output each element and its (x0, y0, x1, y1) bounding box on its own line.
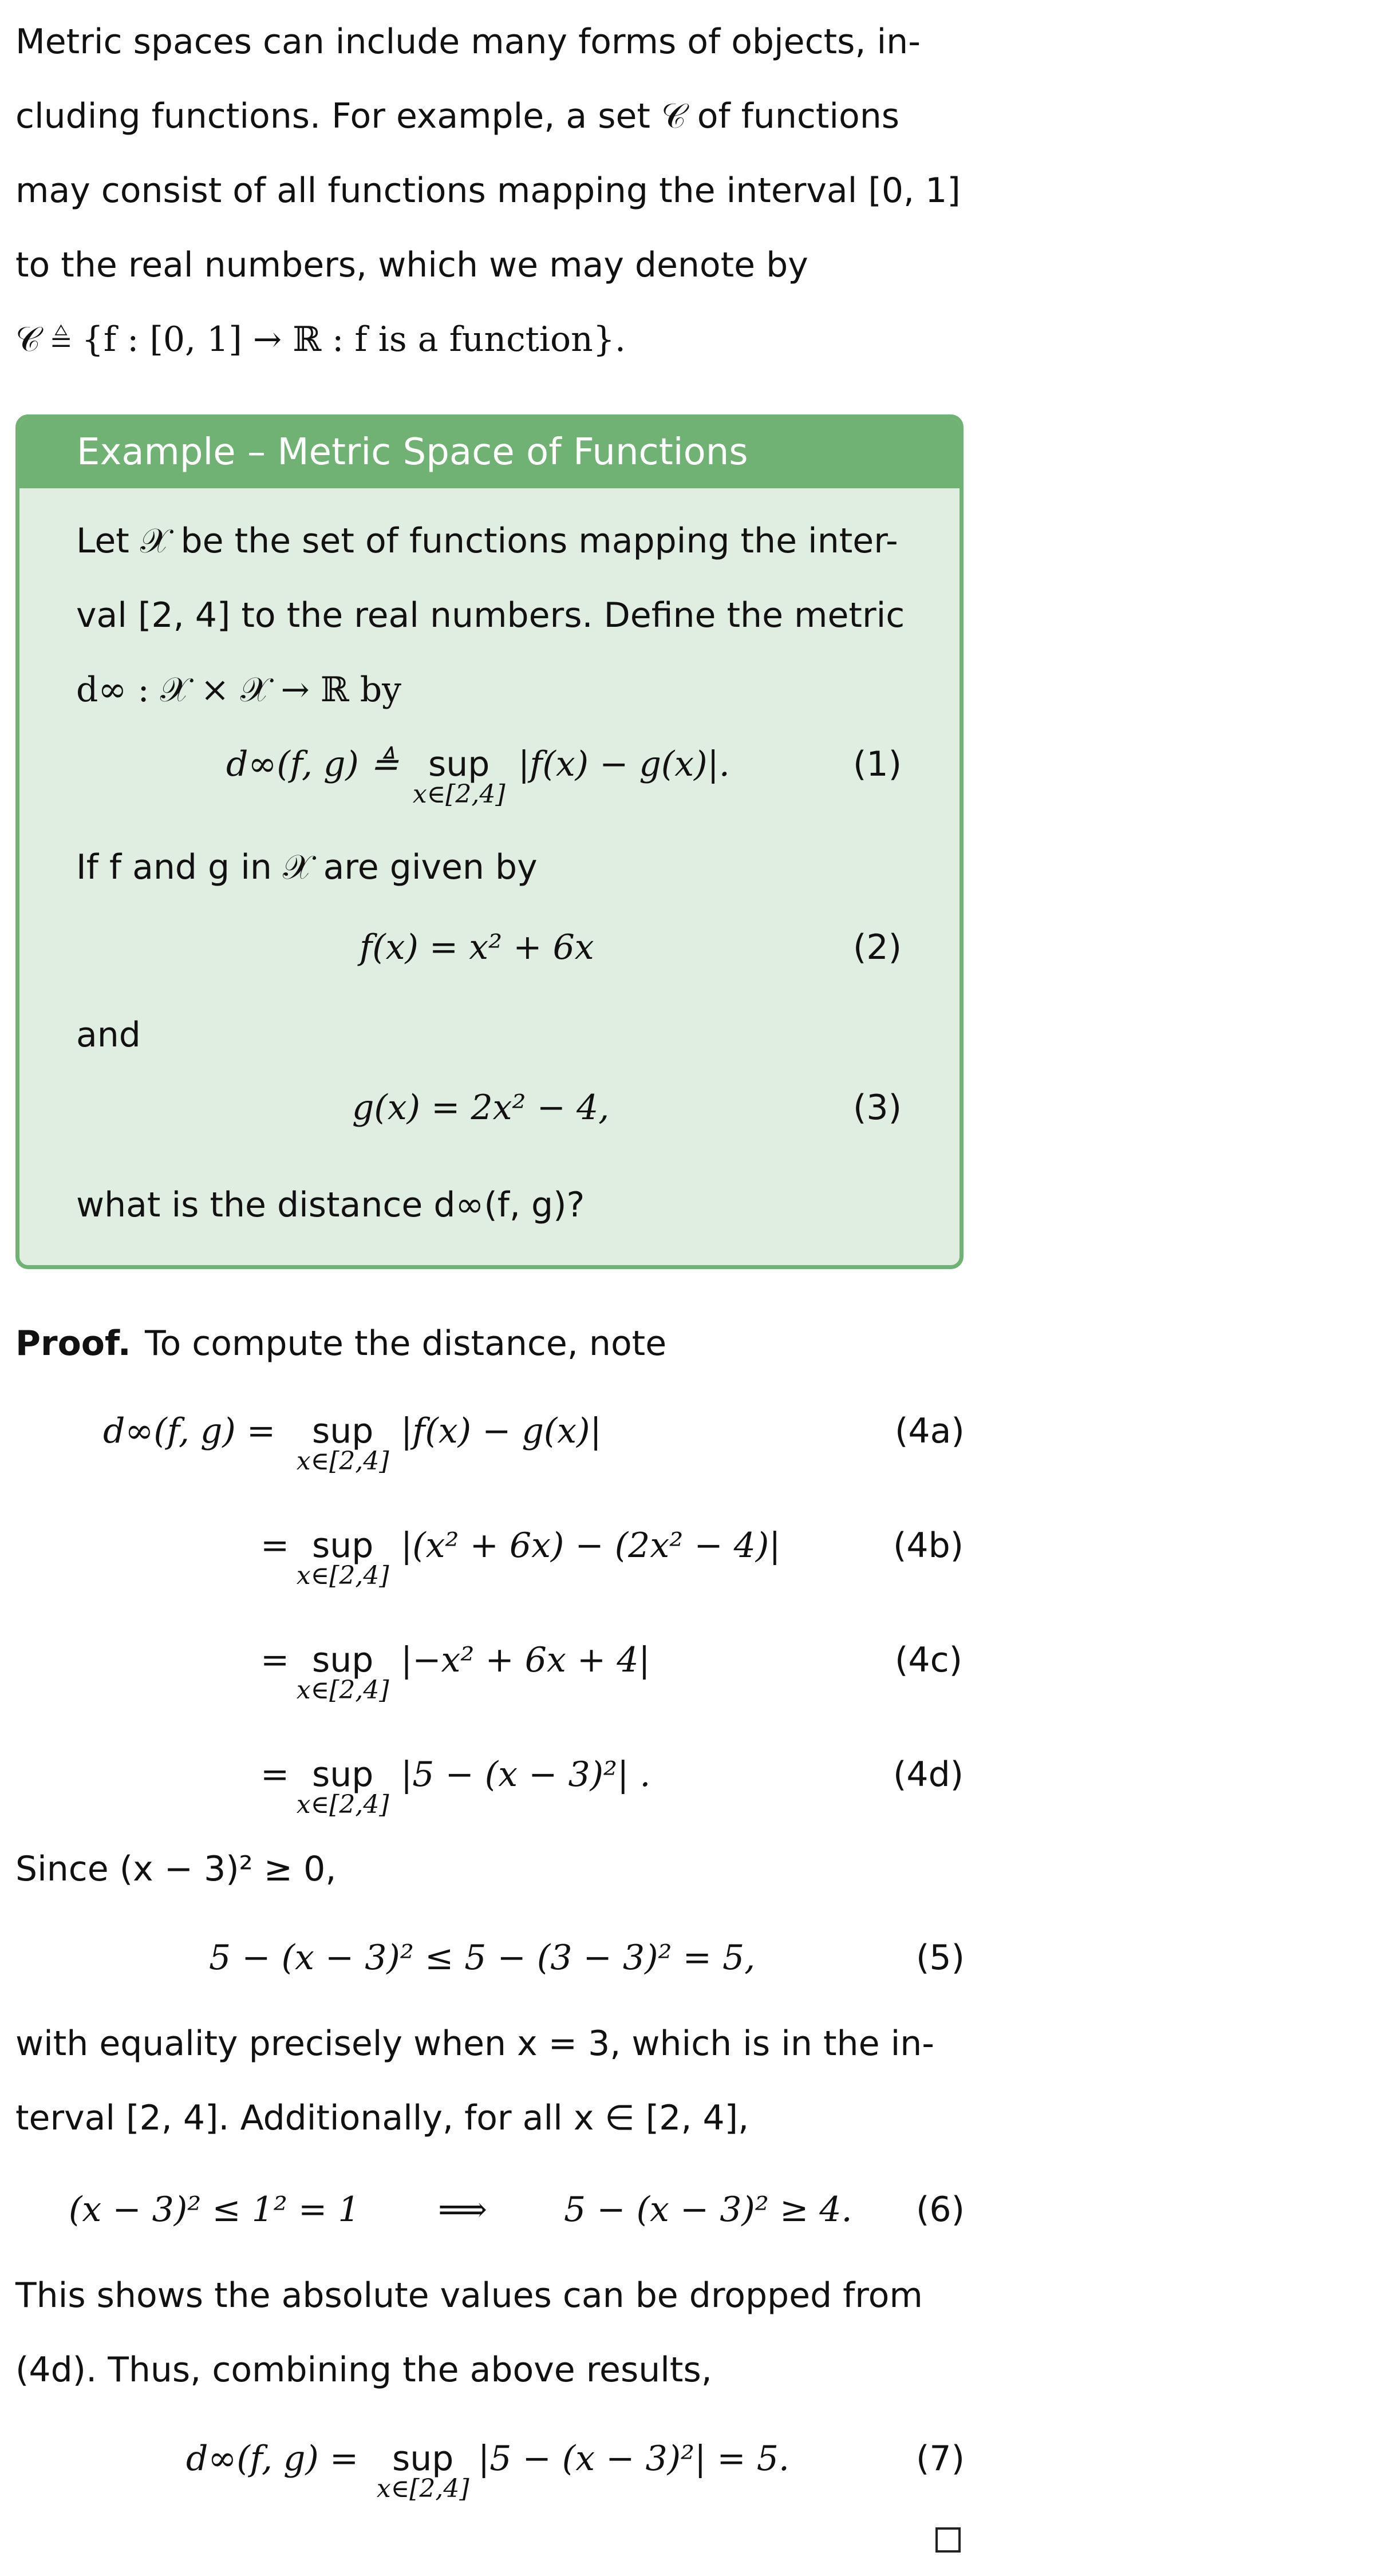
eq4a-lhs: d∞(f, g) = (103, 1411, 276, 1451)
sup-subscript: x∈[2,4] (296, 1447, 389, 1476)
sup-word: sup (312, 1411, 374, 1451)
sup-subscript: x∈[2,4] (376, 2474, 469, 2503)
eq4d-number: (4d) (893, 1755, 964, 1795)
proof-intro: To compute the distance, note (145, 1323, 667, 1364)
eq1-rhs: |f(x) − g(x)|. (518, 744, 730, 784)
sup-subscript: x∈[2,4] (296, 1561, 389, 1590)
eq1-lhs: d∞(f, g) ≜ (226, 744, 399, 784)
eq4a-sup-operator (296, 1411, 389, 1476)
sup-subscript: x∈[2,4] (412, 780, 506, 809)
eq7-lhs: d∞(f, g) = (186, 2439, 359, 2479)
eq3: g(x) = 2x² − 4, (352, 1088, 610, 1128)
example-question: what is the distance d∞(f, g)? (76, 1185, 585, 1225)
eq2-number: (2) (853, 927, 902, 967)
eq5-number: (5) (916, 1938, 965, 1978)
eq4d-rhs: |5 − (x − 3)²| . (401, 1755, 651, 1795)
sup-word: sup (428, 744, 490, 784)
eq4b-equals: = (260, 1526, 290, 1566)
eq6-right: 5 − (x − 3)² ≥ 4. (564, 2190, 852, 2230)
eq6-left: (x − 3)² ≤ 1² = 1 (69, 2190, 360, 2230)
eq4b-rhs: |(x² + 6x) − (2x² − 4)| (401, 1526, 781, 1566)
proof-text-line: with equality precisely when x = 3, which is in the in- (15, 2024, 934, 2064)
proof-text-line: This shows the absolute values can be dropped from (15, 2275, 923, 2316)
eq6-number: (6) (916, 2190, 965, 2230)
eq3-number: (3) (853, 1088, 902, 1128)
sup-word: sup (392, 2439, 454, 2479)
example-title: Example – Metric Space of Functions (77, 431, 748, 473)
eq4c-rhs: |−x² + 6x + 4| (401, 1640, 650, 1680)
proof-text-line: (4d). Thus, combining the above results, (15, 2350, 712, 2390)
since-line: Since (x − 3)² ≥ 0, (15, 1849, 337, 1889)
eq4a-rhs: |f(x) − g(x)| (401, 1411, 602, 1451)
metric-signature: d∞ : 𝒳 × 𝒳 → ℝ by (76, 670, 402, 710)
intro-line: cluding functions. For example, a set 𝒞 of functions (15, 96, 900, 136)
eq7-number: (7) (916, 2439, 965, 2479)
sup-word: sup (312, 1640, 374, 1680)
proof-text-line: terval [2, 4]. Additionally, for all x ∈ [2, 4], (15, 2098, 749, 2138)
eq1-sup-operator (412, 744, 506, 809)
eq4d-sup-operator (296, 1755, 389, 1819)
sup-subscript: x∈[2,4] (296, 1790, 389, 1819)
and-text: and (76, 1015, 141, 1055)
sup-word: sup (312, 1526, 374, 1566)
eq6-implies: ⟹ (438, 2190, 488, 2230)
intro-set-definition: 𝒞 ≜ {f : [0, 1] → ℝ : f is a function}. (15, 319, 626, 359)
example-header (19, 418, 960, 488)
eq7-sup-operator (376, 2439, 469, 2503)
eq2: f(x) = x² + 6x (360, 927, 594, 967)
eq4c-sup-operator (296, 1640, 389, 1705)
eq4c-number: (4c) (895, 1640, 962, 1680)
intro-line: to the real numbers, which we may denote by (15, 245, 808, 285)
eq4c-equals: = (260, 1640, 290, 1680)
proof-label: Proof. (15, 1323, 131, 1364)
intro-line: Metric spaces can include many forms of objects, in- (15, 22, 921, 62)
eq1-number: (1) (853, 744, 902, 784)
eq7-rhs: |5 − (x − 3)²| = 5. (478, 2439, 789, 2479)
intro-line: may consist of all functions mapping the interval [0, 1] (15, 171, 961, 211)
example-text-line: val [2, 4] to the real numbers. Define the metric (76, 595, 905, 635)
example-text-line: If f and g in 𝒳 are given by (76, 847, 538, 887)
example-text-line: Let 𝒳 be the set of functions mapping the inter- (76, 521, 898, 561)
sup-word: sup (312, 1755, 374, 1795)
eq4d-equals: = (260, 1755, 290, 1795)
qed-square-icon (935, 2527, 961, 2553)
eq4b-sup-operator (296, 1526, 389, 1590)
eq4a-number: (4a) (895, 1411, 965, 1451)
sup-subscript: x∈[2,4] (296, 1676, 389, 1705)
eq5: 5 − (x − 3)² ≤ 5 − (3 − 3)² = 5, (209, 1938, 756, 1978)
eq4b-number: (4b) (893, 1526, 964, 1566)
